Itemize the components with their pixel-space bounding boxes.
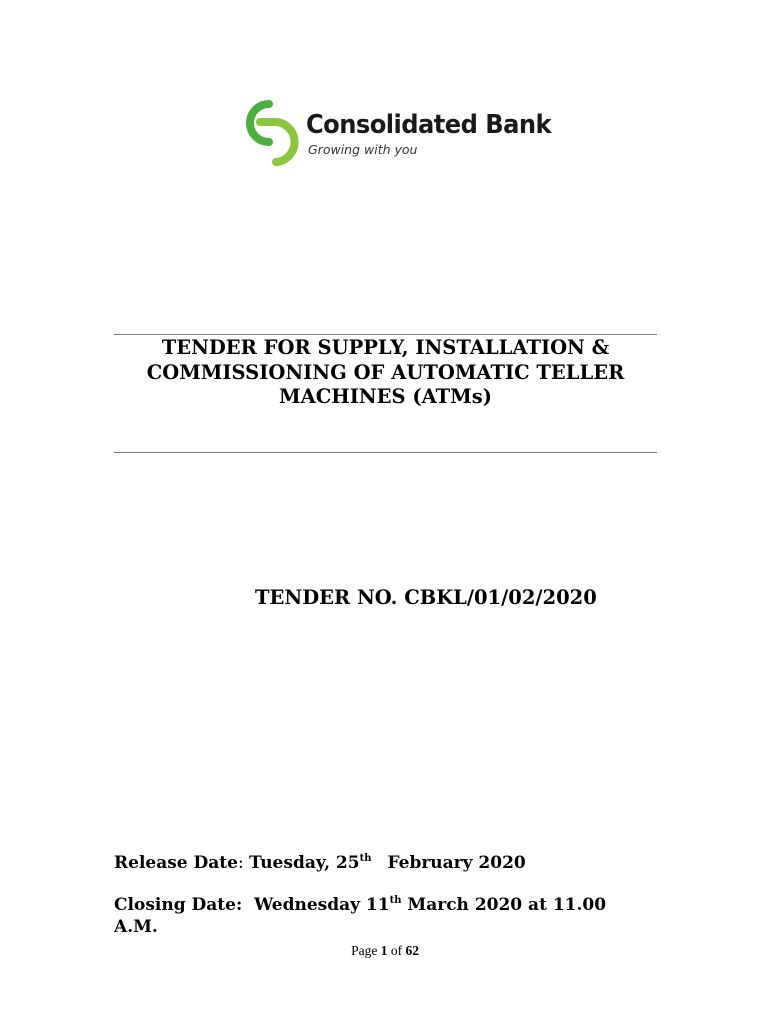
tender-number: TENDER NO. CBKL/01/02/2020 (255, 586, 597, 609)
page-total: 62 (405, 943, 419, 958)
closing-date-day: Wednesday 11 (254, 895, 390, 915)
of-word: of (390, 943, 403, 958)
closing-time-suffix: A.M. (114, 917, 158, 937)
page-footer (0, 943, 770, 959)
closing-date-suffix: th (389, 895, 402, 906)
top-divider (114, 334, 657, 335)
bank-logo-icon (246, 98, 306, 170)
release-date: Release Date: Tuesday, 25th February 2020 (114, 853, 526, 873)
bank-logo (246, 98, 552, 170)
page-current: 1 (380, 943, 388, 958)
release-date-month: February 2020 (387, 853, 526, 873)
bank-name: Consolidated Bank (306, 110, 552, 140)
bottom-divider (114, 452, 657, 453)
bank-tagline: Growing with you (308, 142, 418, 157)
release-date-label: Release Date (114, 853, 238, 873)
title-line-1: TENDER FOR SUPPLY, INSTALLATION & (161, 336, 610, 359)
title-line-2: COMMISSIONING OF AUTOMATIC TELLER (146, 360, 625, 384)
closing-date (114, 894, 606, 916)
page-word: Page (351, 943, 378, 958)
document-title (114, 336, 657, 410)
release-date-day: Tuesday, 25 (249, 853, 360, 873)
release-date-suffix: th (359, 853, 372, 864)
closing-date-month: March 2020 at 11.00 (407, 895, 607, 915)
title-line-3: MACHINES (ATMs) (279, 385, 492, 408)
closing-date-label: Closing Date: (114, 895, 243, 915)
